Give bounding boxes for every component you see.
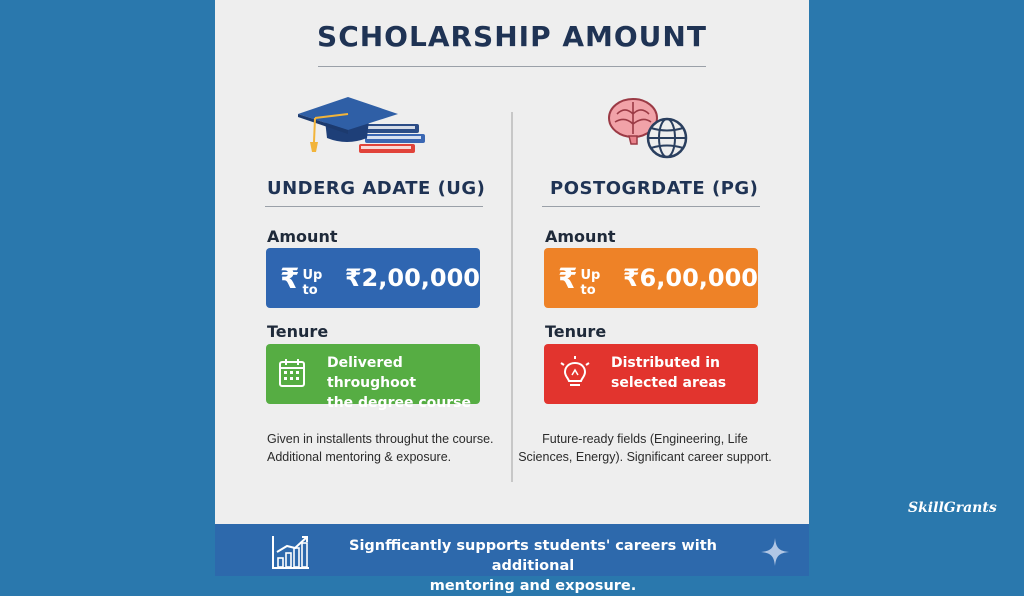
- pg-tenure-label: Tenure: [545, 322, 607, 341]
- sparkle-icon: [761, 538, 789, 566]
- ug-amount-value: ₹2,00,000: [344, 264, 480, 292]
- ug-tenure-line1: Delivered throughoot: [327, 355, 417, 391]
- graduation-cap-books-icon: [295, 94, 435, 160]
- ug-desc-line1: Given in installents throughut the course.: [267, 432, 494, 446]
- pg-desc-line2: Sciences, Energy). Significant career support.: [518, 450, 772, 464]
- pg-up-to: Up to: [580, 268, 601, 298]
- pg-amount-box: [544, 248, 758, 308]
- pg-tenure-text: [611, 353, 726, 393]
- pg-amount-value: ₹6,00,000: [622, 264, 758, 292]
- rupee-icon: ₹: [280, 261, 300, 295]
- brand-watermark: SkillGrants: [908, 500, 997, 516]
- pg-description: [515, 430, 775, 466]
- lightbulb-icon: [558, 355, 592, 391]
- ug-amount-box: [266, 248, 480, 308]
- growth-chart-icon: [271, 534, 311, 570]
- ug-description: [267, 430, 494, 466]
- footer-banner: [215, 524, 809, 594]
- ug-tenure-text: [327, 353, 480, 413]
- ug-up-to: Up to: [302, 268, 323, 298]
- ug-heading-rule: [265, 206, 483, 207]
- ug-tenure-line2: the degree course: [327, 395, 471, 411]
- ug-tenure-box: [266, 344, 480, 411]
- title-divider: [318, 66, 706, 67]
- pg-heading: POSTOGRDATE (PG): [550, 178, 759, 199]
- footer-line2: mentoring and exposure.: [429, 578, 637, 594]
- rupee-icon: ₹: [558, 261, 578, 295]
- column-divider: [511, 112, 513, 482]
- ug-heading: UNDERG ADATE (UG): [267, 178, 486, 199]
- pg-tenure-line2: selected areas: [611, 375, 727, 391]
- ug-desc-line2: Additional mentoring & exposure.: [267, 450, 452, 464]
- scholarship-panel: [215, 0, 809, 594]
- brain-globe-icon: [605, 96, 695, 162]
- footer-text: [313, 536, 753, 596]
- pg-tenure-box: [544, 344, 758, 404]
- pg-amount-label: Amount: [545, 227, 616, 246]
- pg-desc-line1: Future-ready fields (Engineering, Life: [542, 432, 748, 446]
- pg-tenure-line1: Distributed in: [611, 355, 720, 371]
- ug-tenure-label: Tenure: [267, 322, 329, 341]
- footer-line1: Signfficantly supports students' careers with additional: [349, 538, 717, 574]
- ug-amount-label: Amount: [267, 227, 338, 246]
- page-title: SCHOLARSHIP AMOUNT: [317, 20, 707, 53]
- calendar-icon: [278, 357, 306, 389]
- pg-heading-rule: [542, 206, 760, 207]
